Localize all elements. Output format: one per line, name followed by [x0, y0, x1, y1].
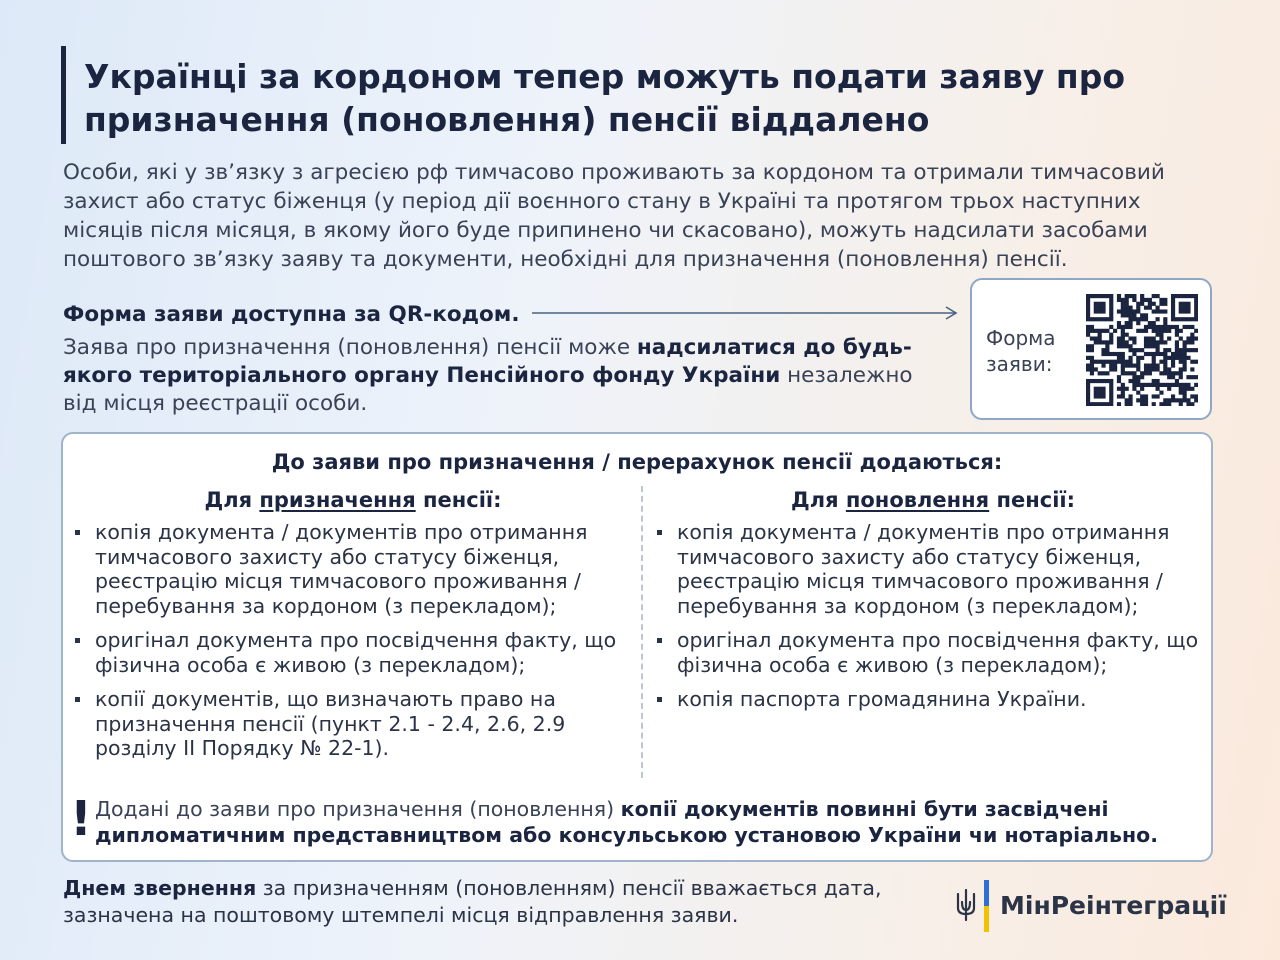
card-title: До заяви про призначення / перерахунок пенсії додаються: [271, 450, 1003, 474]
send-suffix: незалежно від місця реєстрації особи. [63, 363, 913, 416]
left-title-prefix: Для [204, 488, 260, 512]
column-divider [641, 486, 643, 778]
exclamation-icon: ! [70, 791, 92, 847]
list-item: оригінал документа про посвідчення факту, що фізична особа є живою (з перекладом); [75, 628, 635, 677]
certification-note [95, 796, 1195, 848]
arrow-right-icon [532, 303, 960, 323]
left-column-title [83, 486, 623, 514]
trident-icon [954, 888, 978, 922]
list-item: копії документів, що визначають право на призначення пенсії (пункт 2.1 - 2.4, 2.6, 2.9 розділу ІІ Порядку № 22-1). [75, 687, 635, 761]
send-paragraph [63, 334, 943, 418]
send-prefix: Заява про призначення (поновлення) пенсії може [63, 335, 637, 360]
right-column-title [663, 486, 1203, 514]
right-title-suffix: пенсії: [989, 488, 1075, 512]
list-item: оригінал документа про посвідчення факту, що фізична особа є живою (з перекладом); [657, 628, 1209, 677]
flag-bar [984, 880, 989, 932]
footer-rest: за призначенням (поновленням) пенсії вважається дата, зазначена на поштовому штемпелі місця відправлення заяви. [63, 876, 882, 927]
list-item: копія паспорта громадянина України. [657, 687, 1209, 712]
left-items-list [75, 520, 635, 771]
note-bold: копії документів повинні бути засвідчені дипломатичним представництвом або консульською установою України чи нотаріально. [95, 797, 1159, 847]
right-title-underlined: поновлення [845, 488, 990, 512]
qr-form-note: Форма заяви доступна за QR-кодом. [63, 302, 520, 327]
intro-paragraph: Особи, які у зв’язку з агресією рф тимчасово проживають за кордоном та отримали тимчасовий захист або статус біженця (у період дії воєнного стану в Україні та протягом трьох наступних місяців після місяця, в якому його буде припинено чи скасовано), можуть надсилати засобами поштового зв’язку заяву та документи, необхідні для призначення (поновлення) пенсії. [63, 160, 1165, 272]
ministry-logo [954, 878, 1227, 938]
left-title-suffix: пенсії: [415, 488, 502, 512]
page-title: Українці за кордоном тепер можуть подати заяву про призначення (поновлення) пенсії віддалено [84, 57, 1125, 139]
right-items-list [657, 520, 1209, 722]
footer-bold: Днем звернення [63, 876, 257, 900]
qr-label: Форма заяви: [986, 326, 1056, 376]
right-title-prefix: Для [790, 488, 846, 512]
left-title-underlined: призначення [259, 488, 416, 512]
note-prefix: Додані до заяви про призначення (поновлення) [95, 797, 621, 821]
qr-code-icon[interactable] [1086, 294, 1198, 406]
documents-card [61, 432, 1213, 862]
send-bold: надсилатися до будь-якого територіального органу Пенсійного фонду України [63, 335, 912, 388]
qr-box [970, 278, 1212, 420]
title-accent-bar [61, 46, 66, 144]
footer-note [63, 875, 923, 929]
logo-text: МінРеінтеграції [1000, 891, 1227, 920]
list-item: копія документа / документів про отримання тимчасового захисту або статусу біженця, реєстрацію місця тимчасового проживання / перебування за кордоном (з перекладом); [75, 520, 635, 618]
list-item: копія документа / документів про отримання тимчасового захисту або статусу біженця, реєстрацію місця тимчасового проживання / перебування за кордоном (з перекладом); [657, 520, 1209, 618]
